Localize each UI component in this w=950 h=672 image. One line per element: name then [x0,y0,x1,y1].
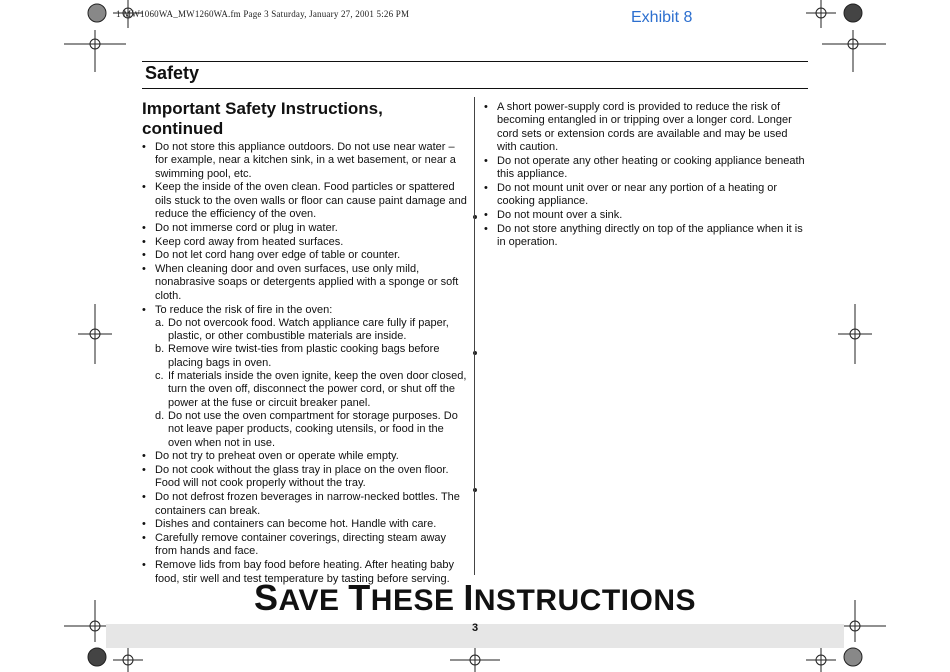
list-item: • Remove lids from bay food before heating. After heating baby food, stir well and test temperature by tasting before serving. [142,559,468,586]
right-bullet-list [484,101,810,249]
list-item: • Do not store anything directly on top of the appliance when it is in operation. [484,223,810,250]
list-item: • Do not store this appliance outdoors. Do not use near water – for example, near a kitchen sink, in a wet basement, or near a swimming pool, etc. [142,141,468,181]
left-bullet-list [142,141,468,586]
exhibit-label: Exhibit 8 [631,9,693,26]
sub-item-text: Do not overcook food. Watch appliance care fully if paper, plastic, or other combustible materials are inside. [168,316,449,343]
list-item: • Do not try to preheat oven or operate while empty. [142,450,468,463]
sub-item [155,410,468,450]
page-number: 3 [471,622,479,634]
title-rest: AVE [278,584,349,617]
list-item: • Keep the inside of the oven clean. Food particles or spattered oils stuck to the oven walls or floor can cause paint damage and reduce the efficiency of the oven. [142,181,468,221]
list-item: • Do not cook without the glass tray in place on the oven floor. Food will not cook properly without the tray. [142,464,468,491]
sub-item [155,343,468,370]
list-item: • When cleaning door and oven surfaces, use only mild, nonabrasive soaps or detergents applied with a sponge or soft cloth. [142,263,468,303]
title-rest: HESE [370,584,464,617]
title-rest: NSTRUCTIONS [473,584,697,617]
section-title: Safety [145,63,200,83]
list-item: • Do not defrost frozen beverages in narrow-necked bottles. The containers can break. [142,491,468,518]
subheading: Important Safety Instructions, continued [142,99,383,138]
title-cap: I [463,577,474,618]
list-item: • Dishes and containers can become hot. Handle with care. [142,518,468,531]
save-instructions-title [0,577,950,619]
sub-item [155,370,468,410]
list-item: • Do not immerse cord or plug in water. [142,222,468,235]
section-rule-bottom [142,88,808,89]
list-item: • A short power-supply cord is provided to reduce the risk of becoming entangled in or tripping over a longer cord. Longer cord sets or extension cords are available and may be used with caution. [484,101,810,154]
sub-item-text: Remove wire twist-ties from plastic cooking bags before placing bags in oven. [168,343,440,369]
list-item-fire [142,304,468,450]
title-cap: S [253,577,279,618]
sub-item-letter: c. [155,370,164,383]
left-column [142,99,468,586]
list-item: • Do not operate any other heating or cooking appliance beneath this appliance. [484,155,810,182]
sub-item [155,317,468,344]
section-rule-top [142,61,808,62]
list-item: • Do not mount unit over or near any portion of a heating or cooking appliance. [484,182,810,209]
list-item: • Do not let cord hang over edge of table or counter. [142,249,468,262]
title-cap: T [348,577,371,618]
sub-item-letter: a. [155,316,165,329]
sub-item-text: Do not use the oven compartment for storage purposes. Do not leave paper products, cooking utensils, or food in the oven when not in use. [168,409,458,449]
list-item: • Carefully remove container coverings, directing steam away from hands and face. [142,532,468,559]
list-item-text: To reduce the risk of fire in the oven: [155,303,333,316]
sub-item-text: If materials inside the oven ignite, keep the oven door closed, turn the oven off, disconnect the power cord, or shut off the power at the fuse or circuit breaker panel. [168,370,467,409]
sub-item-letter: d. [155,409,165,422]
fire-sublist [155,317,468,450]
sub-item-letter: b. [155,343,165,356]
right-column [484,101,810,250]
column-divider [474,97,475,575]
list-item: • Keep cord away from heated surfaces. [142,236,468,249]
list-item: • Do not mount over a sink. [484,209,810,222]
file-info-header: 1 MW1060WA_MW1260WA.fm Page 3 Saturday, January 27, 2001 5:26 PM [116,9,410,19]
